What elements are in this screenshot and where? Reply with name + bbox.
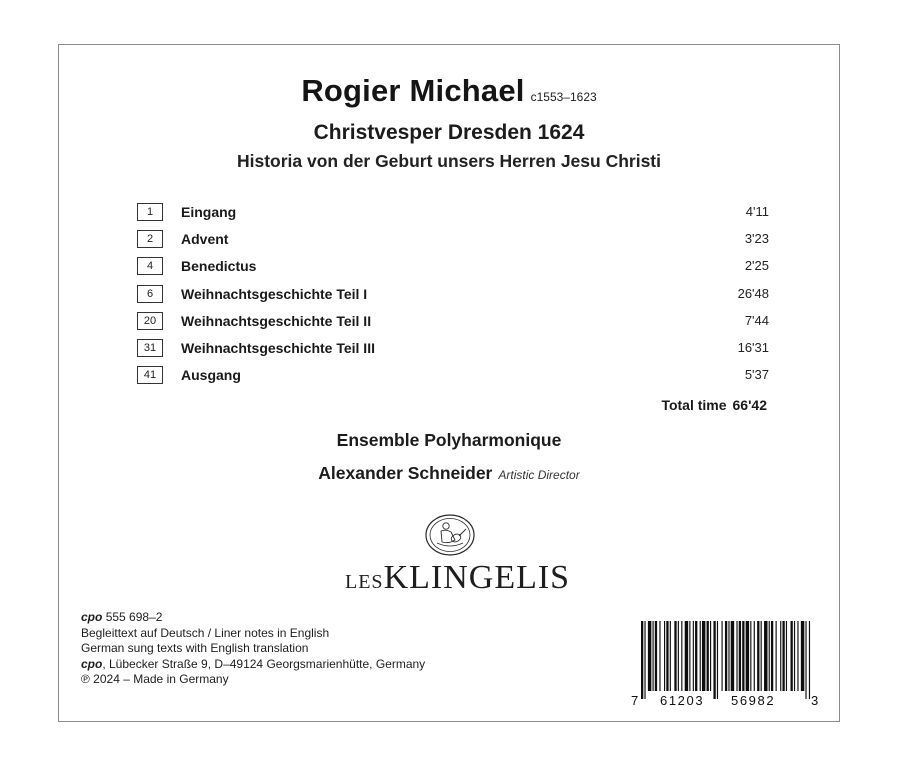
- total-time: [661, 397, 767, 413]
- barcode-bar: [764, 621, 767, 691]
- track-row: [137, 203, 769, 230]
- track-number: 2: [137, 230, 163, 248]
- barcode-bar: [728, 621, 729, 691]
- track-duration: 3'23: [744, 231, 769, 247]
- barcode-bar: [702, 621, 705, 691]
- track-row: [137, 257, 769, 284]
- track-number: 1: [137, 203, 163, 221]
- barcode-bar: [674, 621, 676, 691]
- track-list: [137, 203, 769, 393]
- barcode-digit-first: 7: [631, 693, 639, 708]
- barcode-bar: [757, 621, 759, 691]
- barcode-bar: [771, 621, 773, 691]
- barcode-bar: [794, 621, 795, 691]
- barcode-bar: [750, 621, 751, 691]
- track-title: Eingang: [181, 204, 237, 220]
- copyright-line: ℗ 2024 – Made in Germany: [81, 672, 229, 686]
- track-title: Weihnachtsgeschichte Teil I: [181, 285, 368, 302]
- barcode-bar: [801, 621, 804, 691]
- barcode-bar: [791, 621, 793, 691]
- barcode-bar: [717, 621, 718, 699]
- track-title: Weihnachtsgeschichte Teil III: [181, 339, 375, 356]
- director-name: Alexander Schneider: [318, 463, 493, 483]
- track-number: 31: [137, 339, 163, 357]
- track-title: Advent: [181, 231, 229, 248]
- composer-name: Rogier Michael: [301, 73, 525, 108]
- track-number: 6: [137, 285, 163, 303]
- barcode-bar: [722, 621, 723, 691]
- barcode-bar: [742, 621, 744, 691]
- track-duration: 16'31: [737, 339, 769, 355]
- sung-texts-line: German sung texts with English translation: [81, 641, 309, 655]
- composer-dates: c1553–1623: [530, 90, 597, 104]
- barcode-bar: [666, 621, 668, 691]
- cpo-brand: cpo: [81, 610, 103, 624]
- track-title: Ausgang: [181, 367, 241, 384]
- barcode-digits-left: 61203: [660, 693, 705, 708]
- barcode-bar: [700, 621, 701, 691]
- cpo-brand: cpo: [81, 656, 103, 671]
- barcode-bar: [776, 621, 777, 691]
- track-title: Benedictus: [181, 258, 257, 275]
- barcode-bar: [725, 621, 727, 691]
- barcode-bar: [739, 621, 741, 691]
- director-line: [59, 463, 839, 484]
- work-subtitle: Historia von der Geburt unsers Herren Jesu Christi: [236, 151, 661, 171]
- barcode-bar: [710, 621, 711, 691]
- barcode-bar: [731, 621, 734, 691]
- barcode-bar: [681, 621, 682, 691]
- barcode-bar: [664, 621, 665, 691]
- barcode-bar: [644, 621, 645, 699]
- barcode-digit-check: 3: [811, 693, 819, 708]
- release-info: [81, 610, 425, 688]
- barcode-bar: [670, 621, 671, 691]
- total-time-value: 66'42: [732, 397, 767, 413]
- lute-player-crest-icon: [345, 513, 555, 561]
- track-number: 20: [137, 312, 163, 330]
- track-row: [137, 366, 769, 393]
- barcode-bar: [707, 621, 709, 691]
- barcode: [627, 619, 827, 709]
- barcode-bar: [805, 621, 806, 699]
- catalog-line: [81, 610, 425, 626]
- ensemble-name: Ensemble Polyharmonique: [336, 430, 562, 450]
- barcode-bar: [746, 621, 749, 691]
- address-line: [81, 657, 425, 673]
- label-wordmark: [345, 559, 571, 597]
- barcode-bar: [655, 621, 657, 691]
- barcode-bars: [641, 621, 810, 699]
- catalog-number: 555 698–2: [105, 610, 163, 624]
- barcode-bar: [797, 621, 798, 691]
- total-time-label: Total time: [661, 397, 727, 413]
- track-duration: 4'11: [745, 204, 769, 219]
- barcode-bar: [659, 621, 660, 691]
- barcode-bar: [713, 621, 715, 699]
- track-duration: 26'48: [737, 285, 769, 301]
- track-row: [137, 230, 769, 257]
- label-logo: [345, 513, 571, 601]
- barcode-bar: [761, 621, 762, 691]
- barcode-bar: [678, 621, 679, 691]
- track-row: [137, 339, 769, 366]
- track-row: [137, 312, 769, 339]
- composer-line: [59, 73, 839, 109]
- barcode-bar: [689, 621, 690, 691]
- barcode-bar: [693, 621, 694, 691]
- barcode-bar: [780, 621, 781, 691]
- track-title: Weihnachtsgeschichte Teil II: [181, 312, 372, 329]
- address-text: , Lübecker Straße 9, D–49124 Georgsmarienhütte, Germany: [102, 656, 426, 671]
- barcode-bar: [809, 621, 810, 699]
- barcode-bar: [641, 621, 643, 699]
- label-wordmark-big: KLINGELIS: [383, 559, 571, 596]
- barcode-bar: [648, 621, 651, 691]
- barcode-bar: [685, 621, 688, 691]
- back-cover: [58, 44, 840, 722]
- barcode-bar: [736, 621, 737, 691]
- director-role: Artistic Director: [498, 468, 580, 482]
- work-title: Christvesper Dresden 1624: [313, 121, 585, 144]
- track-number: 4: [137, 257, 163, 275]
- barcode-bar: [695, 621, 697, 691]
- barcode-digits-right: 56982: [731, 693, 776, 708]
- barcode-bar: [782, 621, 784, 691]
- barcode-bar: [786, 621, 787, 691]
- track-duration: 7'44: [744, 312, 769, 328]
- barcode-bar: [754, 621, 755, 691]
- track-number: 41: [137, 366, 163, 384]
- track-duration: 5'37: [744, 367, 769, 383]
- barcode-bar: [653, 621, 654, 691]
- track-duration: 2'25: [744, 258, 769, 274]
- barcode-bar: [769, 621, 770, 691]
- track-row: [137, 285, 769, 312]
- liner-notes-line: Begleittext auf Deutsch / Liner notes in English: [81, 625, 330, 640]
- label-wordmark-small: LES: [345, 571, 384, 593]
